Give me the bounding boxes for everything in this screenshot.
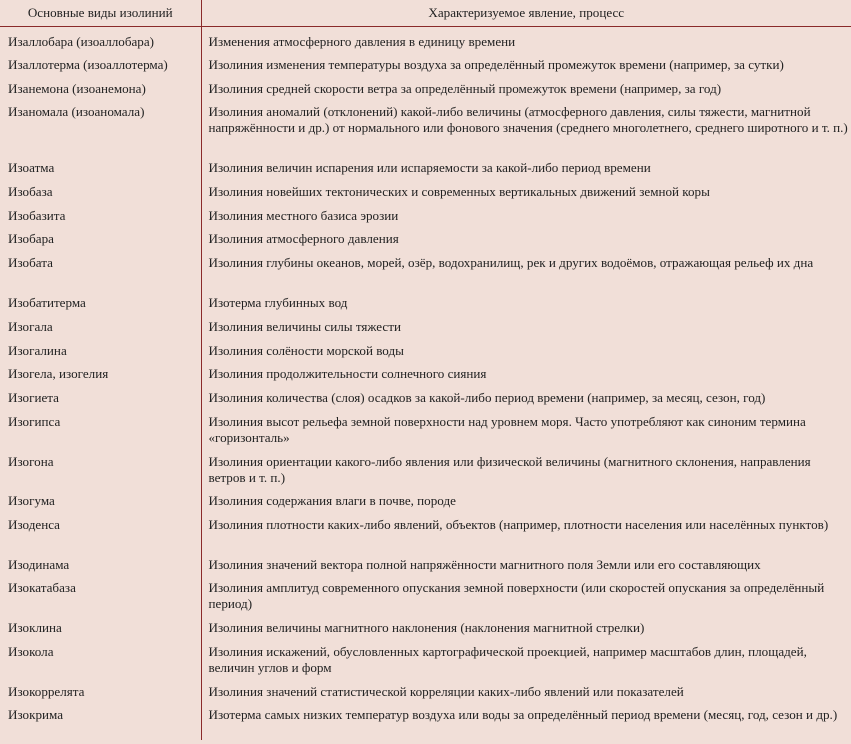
isoline-description: Изолиния количества (слоя) осадков за какой-либо период времени (например, за месяц, сезон, год) (201, 383, 851, 407)
isoline-description: Изотерма самых низких температур воздуха или воды за определённый период времени (месяц, год, сезон и др.) (201, 700, 851, 740)
isoline-description: Изолиния местного базиса эрозии (201, 201, 851, 224)
table-row (0, 383, 851, 407)
table-row (0, 27, 851, 51)
isoline-description: Изолиния атмосферного давления (201, 224, 851, 248)
isoline-description: Изолиния плотности каких-либо явлений, объектов (например, плотности населения или населённых пунктов) (201, 510, 851, 550)
isoline-term: Изоденса (0, 510, 201, 550)
table-row (0, 359, 851, 383)
isoline-term: Изоатма (0, 153, 201, 177)
isoline-term: Изогала (0, 312, 201, 336)
isoline-description: Изолиния величины силы тяжести (201, 312, 851, 336)
column-header-types: Основные виды изолиний (0, 0, 201, 27)
table-row (0, 50, 851, 74)
table-row (0, 177, 851, 201)
isoline-description: Изолиния ориентации какого-либо явления или физической величины (магнитного склонения, направления ветров и т. п.) (201, 447, 851, 486)
isoline-description: Изолиния содержания влаги в почве, породе (201, 486, 851, 510)
isoline-term: Изобаза (0, 177, 201, 201)
table-row (0, 677, 851, 700)
isoline-term: Изоклина (0, 613, 201, 637)
isoline-term: Изодинама (0, 550, 201, 573)
table-row (0, 510, 851, 550)
table-row (0, 97, 851, 153)
isoline-term: Изаномала (изоаномала) (0, 97, 201, 153)
table-row (0, 637, 851, 677)
isoline-term: Изобата (0, 248, 201, 288)
table-row (0, 613, 851, 637)
isoline-term: Изокола (0, 637, 201, 677)
table-row (0, 288, 851, 312)
table-row (0, 312, 851, 336)
isoline-description: Изолиния глубины океанов, морей, озёр, водохранилищ, рек и других водоёмов, отражающая рельеф их дна (201, 248, 851, 288)
isoline-term: Изогума (0, 486, 201, 510)
isoline-description: Изолиния продолжительности солнечного сияния (201, 359, 851, 383)
isoline-term: Изокоррелята (0, 677, 201, 700)
isoline-description: Изолиния изменения температуры воздуха за определённый промежуток времени (например, за сутки) (201, 50, 851, 74)
table-header-row (0, 0, 851, 27)
isoline-description: Изолиния значений статистической корреляции каких-либо явлений или показателей (201, 677, 851, 700)
table-row (0, 700, 851, 740)
isoline-description: Изолиния величины магнитного наклонения (наклонения магнитной стрелки) (201, 613, 851, 637)
table-row (0, 248, 851, 288)
isoline-term: Изокрима (0, 700, 201, 740)
isoline-term: Изаллобара (изоаллобара) (0, 27, 201, 51)
table-row (0, 224, 851, 248)
isoline-term: Изанемона (изоанемона) (0, 74, 201, 97)
isoline-description: Изотерма глубинных вод (201, 288, 851, 312)
isoline-term: Изобара (0, 224, 201, 248)
table-row (0, 486, 851, 510)
isoline-term: Изогона (0, 447, 201, 486)
isoline-description: Изолиния новейших тектонических и современных вертикальных движений земной коры (201, 177, 851, 201)
table-row (0, 201, 851, 224)
isoline-term: Изокатабаза (0, 573, 201, 613)
isoline-description: Изолиния искажений, обусловленных картографической проекцией, например масштабов длин, площадей, величин углов и форм (201, 637, 851, 677)
isoline-description: Изменения атмосферного давления в единицу времени (201, 27, 851, 51)
table-row (0, 407, 851, 447)
isoline-term: Изогипса (0, 407, 201, 447)
table-row (0, 336, 851, 359)
isoline-term: Изогела, изогелия (0, 359, 201, 383)
isoline-description: Изолиния средней скорости ветра за определённый промежуток времени (например, за год) (201, 74, 851, 97)
isoline-term: Изогалина (0, 336, 201, 359)
isoline-term: Изаллотерма (изоаллотерма) (0, 50, 201, 74)
isoline-description: Изолиния значений вектора полной напряжённости магнитного поля Земли или его составляющих (201, 550, 851, 573)
table-row (0, 447, 851, 486)
isoline-description: Изолиния аномалий (отклонений) какой-либо величины (атмосферного давления, силы тяжести, магнитной напряжённости и др.) от нормального или фонового значения (среднего многолетнего, среднего широтного и т. п.) (201, 97, 851, 153)
isoline-description: Изолиния солёности морской воды (201, 336, 851, 359)
table-row (0, 153, 851, 177)
table-row (0, 573, 851, 613)
table-row (0, 550, 851, 573)
column-header-phenomenon: Характеризуемое явление, процесс (201, 0, 851, 27)
isoline-description: Изолиния амплитуд современного опускания земной поверхности (или скоростей опускания за определённый период) (201, 573, 851, 613)
isoline-term: Изобатитерма (0, 288, 201, 312)
isoline-term: Изобазита (0, 201, 201, 224)
isoline-description: Изолиния величин испарения или испаряемости за какой-либо период времени (201, 153, 851, 177)
isoline-term: Изогиета (0, 383, 201, 407)
isoline-description: Изолиния высот рельефа земной поверхности над уровнем моря. Часто употребляют как синоним термина «горизонталь» (201, 407, 851, 447)
table-row (0, 74, 851, 97)
